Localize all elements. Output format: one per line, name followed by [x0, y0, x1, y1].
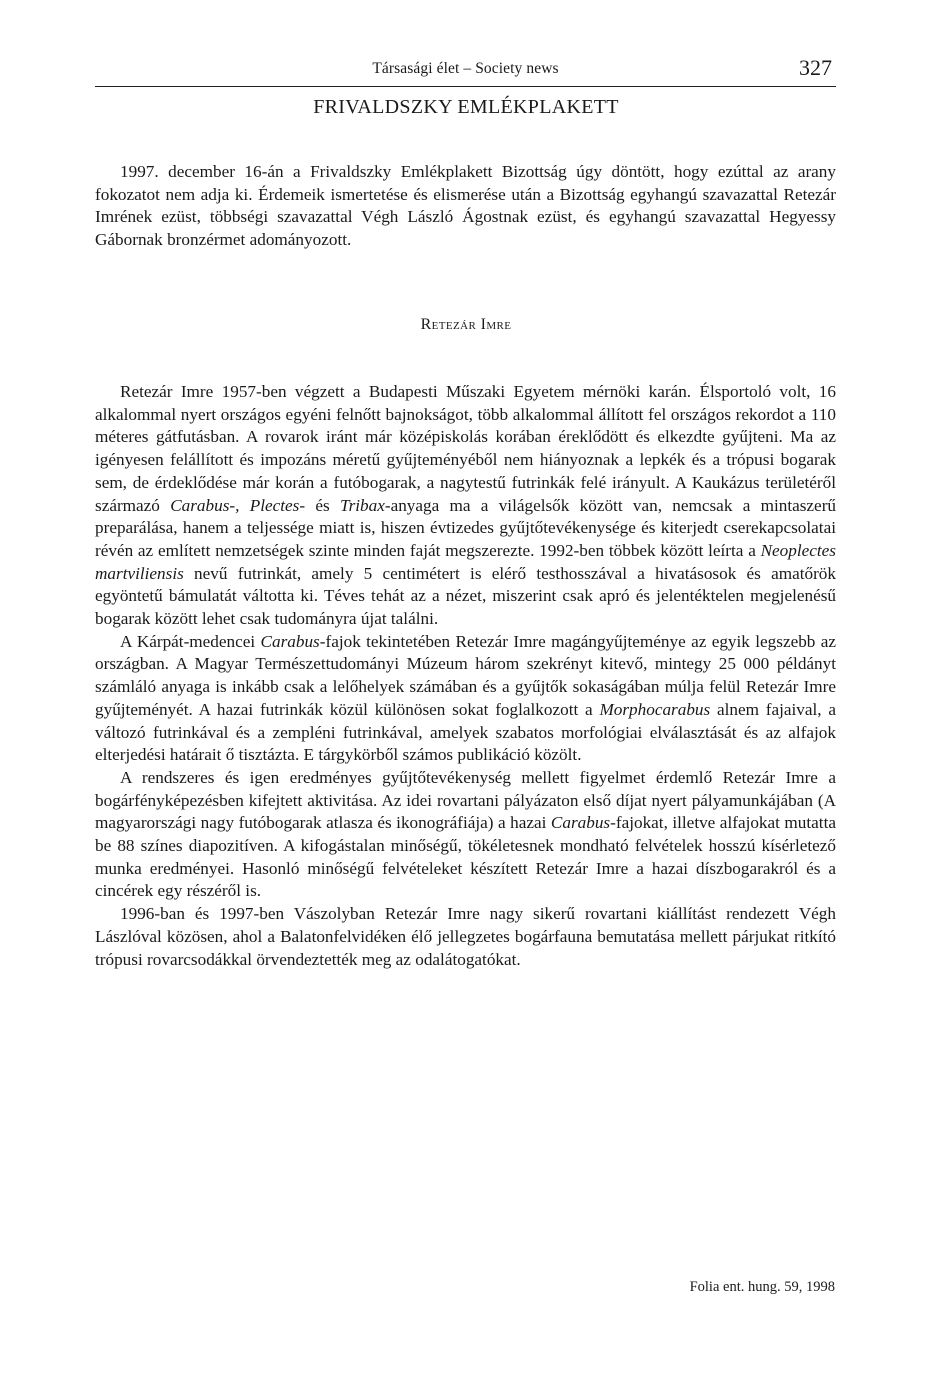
article-body [95, 381, 836, 971]
section-title: Retezár Imre [420, 316, 512, 333]
italic-taxon: Carabus [550, 813, 611, 833]
italic-taxon: Carabus [260, 631, 320, 651]
paragraph-3 [95, 767, 836, 903]
text-span: Retezár Imre 1957-ben végzett a Budapesti Műszaki Egyetem mérnöki karán. Élsportoló volt, 16 alkalommal nyert országos egyéni felnőtt bajnokságot, több alkalommal állított fel országos rekordot a 110 méteres gátfutásban. A rovarok iránt már középiskolás korában éreklődött és elkezdte gyűjteni. Ma az igényesen felállított és impozáns méretű gyűjteményéből nem hiányoznak a lepkék és a trópusi bogarak sem, de érdeklődése már korán a futóbogarak, a nagytestű futrinkák felé irányult. A Kaukázus területéről származó [95, 382, 836, 515]
intro-text: 1997. december 16-án a Frivaldszky Emlékplakett Bizottság úgy döntött, hogy ezúttal az arany fokozatot nem adja ki. Érdemeik ismertetése és elismerése után a Bizottság egyhangú szavazattal Retezár Imrének ezüst, többségi szavazattal Végh László Ágostnak ezüst, és egyhangú szavazattal Hegyessy Gábornak bronzérmet adományozott. [95, 162, 836, 250]
text-span: -fajok tekintetében Retezár Imre magángyűjteménye az egyik legszebb az országban. A Magyar Természettudományi Múzeum három szekrényt kitevő, mintegy 25 000 példányt számláló anyaga is inkább csak a lelőhelyek számában és a gyűjtők sokaságában múlja felül Retezár Imre gyűjteményét. A hazai futrinkák közül különösen sokat foglalkozott a [95, 631, 837, 719]
text-span: nevű futrinkát, amely 5 centimétert is elérő testhosszával a hivatásosok és amatőrök egyöntetű bámulatát váltotta ki. Téves tehát az a nézet, miszerint csak apró és jelentéktelen megjelenésű bogarak között lehet csak tudományra újat találni. [95, 563, 836, 629]
journal-footer: Folia ent. hung. 59, 1998 [689, 1279, 835, 1295]
text-span: A Kárpát-medencei [120, 631, 261, 651]
article-title: FRIVALDSZKY EMLÉKPLAKETT [313, 96, 619, 118]
text-span: alnem fajaival, a változó futrinkával és a zempléni futrinkával, amelyek szabatos morfológiai elválasztását és az alfajok elterjedési határait ő tisztázta. E tárgykörből számos publikáció közölt. [95, 699, 836, 765]
page-number: 327 [799, 55, 832, 80]
italic-taxon: Neoplectes martviliensis [95, 540, 836, 583]
text-span: -anyaga ma a világelsők között van, nemcsak a mintaszerű preparálása, hanem a teljessége miatt is, hiszen évtizedes gyűjtőtevékenysége és kiterjedt cserekapcsolatai révén az említett nemzetségek szinte minden faját megszerezte. 1992-ben többek között leírta a [95, 495, 837, 560]
italic-taxon: Carabus-, Plectes- [170, 495, 306, 515]
text-span: -fajokat, illetve alfajokat mutatta be 88 színes diapozitíven. A kifogástalan minőségű, tökéletesnek mondható felvételek hosszú kísérletező munka eredményei. Hasonló minőségű felvételeket készített Retezár Imre a hazai díszbogarakról és a cincérek egy részéről is. [95, 813, 836, 901]
text-span: A rendszeres és igen eredményes gyűjtőtevékenység mellett figyelmet érdemlő Retezár Imre a bogárfényképezésben kifejtett aktivitása. Az idei rovartani pályázaton első díjat nyert pályamunkájában (A magyarországi nagy futóbogarak atlasza és ikonográfiája) a hazai [95, 767, 836, 833]
running-title: Társasági élet – Society news [372, 60, 559, 77]
running-header [95, 52, 836, 87]
italic-taxon: Morphocarabus [599, 699, 711, 719]
paragraph-2 [95, 631, 836, 767]
paragraph-1 [95, 381, 836, 631]
intro-paragraph [95, 161, 836, 252]
italic-taxon: Tribax [339, 495, 385, 515]
text-span: és [305, 495, 340, 515]
paragraph-4: 1996-ban és 1997-ben Vászolyban Retezár Imre nagy sikerű rovartani kiállítást rendezett Végh Lászlóval közösen, ahol a Balatonfelvidéken élő jellegzetes bogárfauna bemutatása mellett párjukat ritkító trópusi rovarcsodákkal örvendeztették meg az odalátogatókat. [95, 904, 836, 969]
